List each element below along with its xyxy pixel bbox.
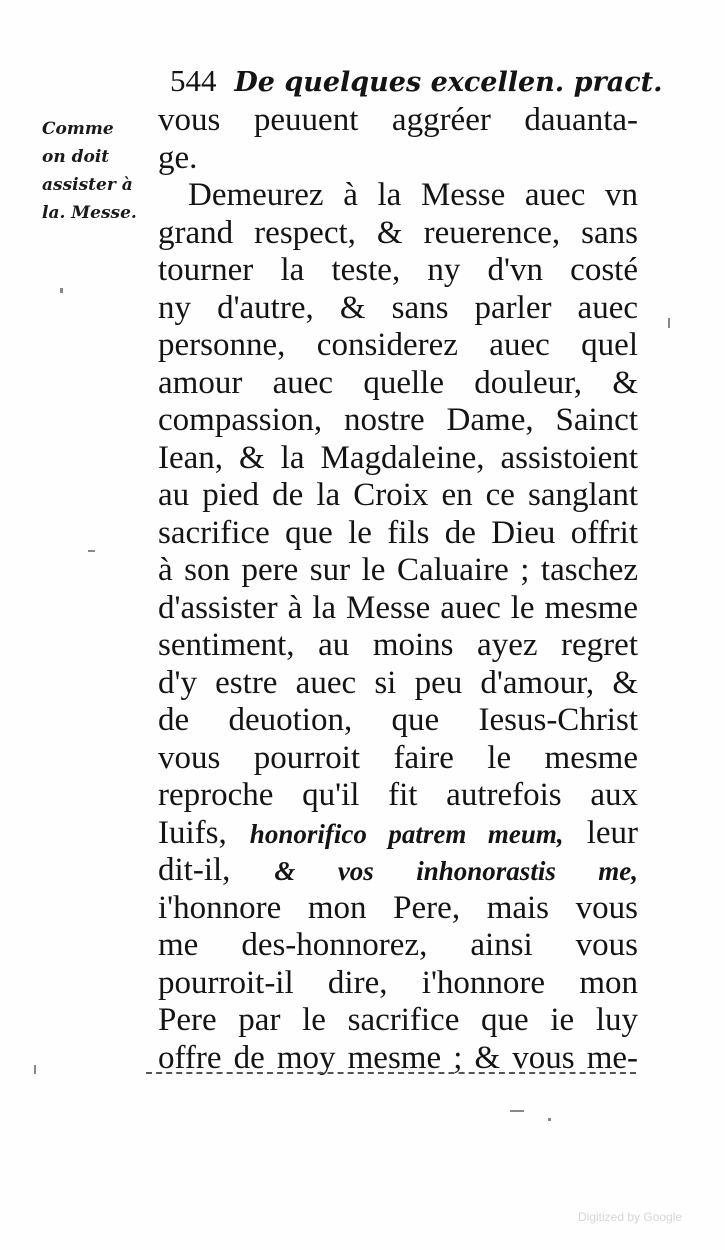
text-segment: dit-il, [158,852,231,888]
margin-note-line: on doit [42,147,110,167]
text-line: d'assister à la Messe auec le mesme [158,589,638,626]
text-line: ny d'autre, & sans parler auec [158,289,638,326]
running-header [170,60,663,102]
text-line: me des-honnorez, ainsi vous [158,927,638,963]
watermark: Digitized by Google [578,1210,683,1224]
page-bottom-rule [146,1072,636,1074]
text-line: sacrifice que le fils de Dieu offrit [158,514,638,551]
text-line: grand respect, & reuerence, sans [158,214,638,251]
text-line: pourroit-il dire, i'honnore mon [158,964,638,1001]
text-line: au pied de la Croix en ce sanglant [158,477,638,513]
text-line-with-italic [158,815,638,853]
ink-speck [668,318,670,328]
page-number: 544 [170,63,217,98]
text-line: tourner la teste, ny d'vn costé [158,252,638,288]
ink-speck [88,550,95,552]
text-line: compassion, nostre Dame, Sainct [158,402,638,438]
margin-note-line: Comme [42,119,114,139]
text-line: offre de moy mesme ; & vous me- [158,1039,638,1076]
text-line: reproche qu'il fit autrefois aux [158,777,638,813]
ink-speck [548,1118,551,1121]
text-line: ge. [158,139,198,176]
text-line: de deuotion, que Iesus-Christ [158,702,638,738]
ink-speck [510,1110,524,1112]
text-line: sentiment, au moins ayez regret [158,627,638,663]
latin-quote: honorifico patrem meum, [249,818,564,849]
text-line: vous peuuent aggréer dauanta- [158,102,638,138]
text-line: à son pere sur le Caluaire ; taschez [158,552,638,588]
margin-note-line: la. Messe. [42,203,137,223]
text-line: i'honnore mon Pere, mais vous [158,889,638,926]
text-line: Pere par le sacrifice que ie luy [158,1002,638,1038]
text-line: Iean, & la Magdaleine, assistoient [158,439,638,476]
text-line: d'y estre auec si peu d'amour, & [158,664,638,701]
margin-note [42,115,160,227]
ink-speck [60,288,63,293]
text-line: amour auec quelle douleur, & [158,364,638,401]
latin-quote: & vos inhonorastis me, [274,856,639,886]
ink-speck [34,1065,36,1074]
margin-note-line: assister à [42,175,133,195]
text-line: personne, considerez auec quel [158,327,638,363]
text-segment: Iuifs, [158,814,227,851]
running-title: De quelques excellen. pract. [234,67,663,98]
body-text [158,102,638,1077]
text-line: vous pourroit faire le mesme [158,739,638,776]
text-line: Demeurez à la Messe auec vn [188,177,638,213]
text-segment: leur [586,814,639,851]
text-line-with-italic [158,852,638,890]
